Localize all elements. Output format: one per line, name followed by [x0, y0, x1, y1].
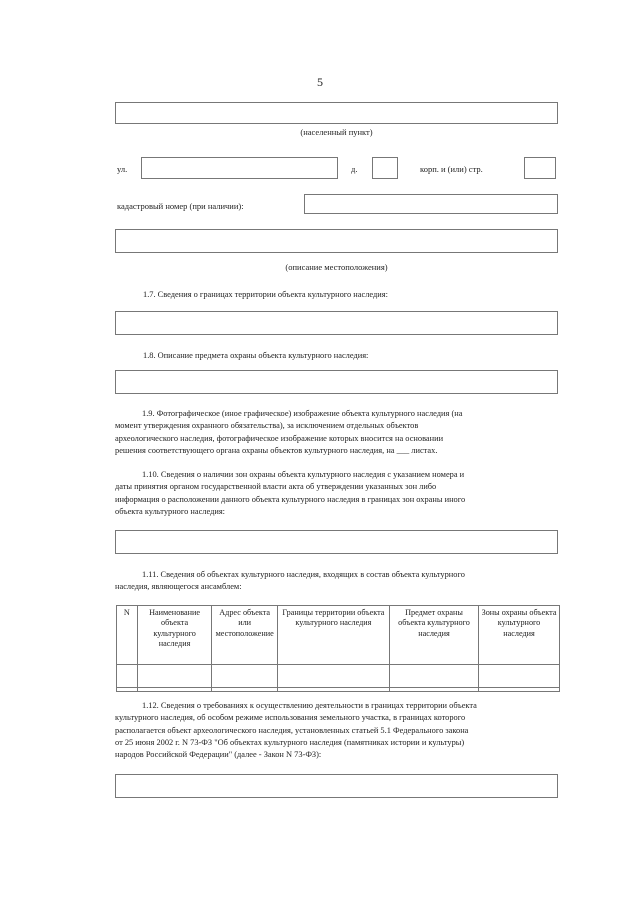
section-1-12-line: культурного наследия, об особом режиме использования земельного участка, в границах которого [115, 713, 466, 723]
street-label: ул. [117, 164, 128, 174]
table-cell[interactable] [212, 665, 277, 688]
table-row[interactable] [117, 665, 560, 688]
building-field[interactable] [524, 157, 556, 179]
section-1-9-line: решения соответствующего органа охраны объектов культурного наследия, на ___ листах. [115, 445, 438, 455]
house-field[interactable] [372, 157, 398, 179]
table-cell [137, 688, 212, 692]
cadastral-label: кадастровый номер (при наличии): [117, 201, 244, 211]
section-1-10-paragraph [115, 469, 558, 518]
table-header-cell: N [117, 606, 138, 665]
section-1-9-line: археологического наследия, фотографическое изображение которых вносится на основании [115, 433, 444, 443]
page-number: 5 [317, 75, 323, 89]
table-cell[interactable] [277, 665, 389, 688]
section-1-12-line: располагается объект археологического наследия, установленных статьей 5.1 Федерального закона [115, 725, 469, 735]
location-field[interactable] [115, 229, 558, 253]
section-1-11-line: 1.11. Сведения об объектах культурного наследия, входящих в состав объекта культурного [142, 570, 465, 579]
section-1-9-paragraph [115, 408, 558, 457]
table-header-cell: Границы территории объекта культурного наследия [277, 606, 389, 665]
table-cell [389, 688, 478, 692]
section-1-12-paragraph [115, 700, 575, 761]
section-1-10-line: 1.10. Сведения о наличии зон охраны объекта культурного наследия с указанием номера и [142, 470, 465, 479]
building-label: корп. и (или) стр. [420, 164, 483, 174]
cadastral-field[interactable] [304, 194, 558, 214]
section-1-10-line: даты принятия органом государственной власти акта об утверждении указанных зон либо [115, 482, 437, 492]
section-1-9-line: 1.9. Фотографическое (иное графическое) изображение объекта культурного наследия (на [142, 409, 463, 418]
section-1-7-heading: 1.7. Сведения о границах территории объекта культурного наследия: [143, 290, 388, 299]
house-label: д. [351, 164, 358, 174]
section-1-9-line: момент утверждения охранного обязательства), за исключением отдельных объектов [115, 421, 419, 431]
table-header-cell: Зоны охраны объекта культурного наследия [479, 606, 560, 665]
section-1-11-paragraph [115, 569, 575, 594]
table-cell [212, 688, 277, 692]
table-cell[interactable] [117, 665, 138, 688]
table-cell [277, 688, 389, 692]
locality-caption: (населенный пункт) [300, 127, 373, 137]
activity-requirements-field[interactable] [115, 774, 558, 798]
table-header-cell: Предмет охраны объекта культурного наследия [389, 606, 478, 665]
table-header-row [117, 606, 560, 665]
section-1-11-line: наследия, являющегося ансамблем: [115, 582, 242, 592]
section-1-12-line: 1.12. Сведения о требованиях к осуществлению деятельности в границах территории объекта [142, 701, 477, 710]
locality-field[interactable] [115, 102, 558, 124]
location-caption: (описание местоположения) [285, 262, 388, 272]
protection-subject-field[interactable] [115, 370, 558, 394]
table-cell[interactable] [137, 665, 212, 688]
section-1-10-line: объекта культурного наследия: [115, 506, 225, 516]
table-cell [479, 688, 560, 692]
territory-boundaries-field[interactable] [115, 311, 558, 335]
table-header-cell: Адрес объекта или местоположение [212, 606, 277, 665]
table-header-cell: Наименование объекта культурного наследия [137, 606, 212, 665]
table-cell[interactable] [389, 665, 478, 688]
section-1-10-line: информация о расположении данного объекта культурного наследия в границах зон охраны иного [115, 494, 466, 504]
section-1-8-heading: 1.8. Описание предмета охраны объекта культурного наследия: [143, 351, 369, 360]
table-cell [117, 688, 138, 692]
street-field[interactable] [141, 157, 338, 179]
table-row [117, 688, 560, 692]
protection-zones-field[interactable] [115, 530, 558, 554]
section-1-12-line: от 25 июня 2002 г. N 73-ФЗ "Об объектах культурного наследия (памятниках истории и культуры) [115, 737, 465, 747]
ensemble-objects-table [116, 605, 560, 692]
section-1-12-line: народов Российской Федерации" (далее - Закон N 73-ФЗ): [115, 750, 322, 760]
table-cell[interactable] [479, 665, 560, 688]
